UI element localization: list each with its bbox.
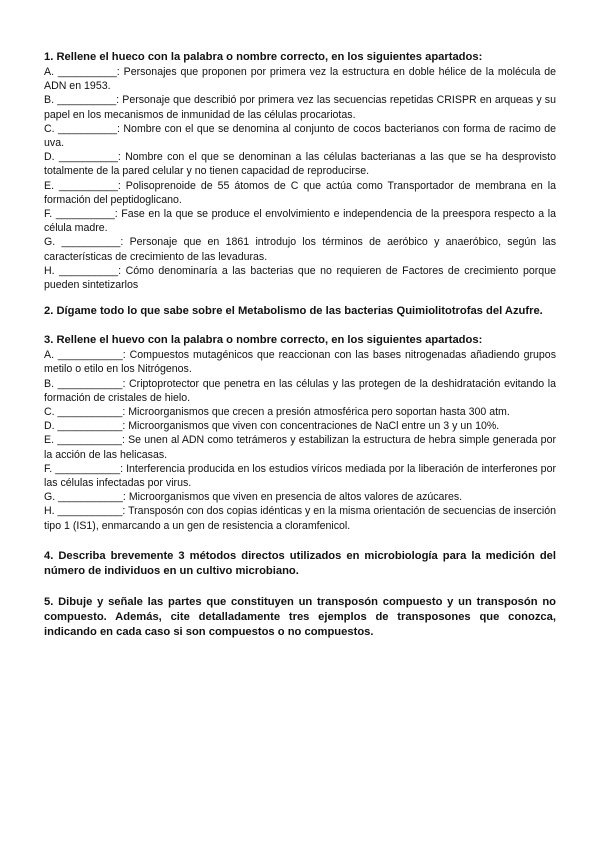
question-3-item-c: C. ___________: Microorganismos que crecen a presión atmosférica pero soportan hasta 300 atm. xyxy=(44,406,510,419)
question-1-item-f: F. __________: Fase en la que se produce el envolvimiento e independencia de la preespora respecto a la célula madre. xyxy=(44,208,556,235)
question-4-title: 4. Describa brevemente 3 métodos directos utilizados en microbiología para la medición del número de individuos en un cultivo microbiano. xyxy=(44,549,556,577)
question-1-item-e: E. __________: Polisoprenoide de 55 átomos de C que actúa como Transportador de membrana en la formación del peptidoglicano. xyxy=(44,179,556,206)
spacer xyxy=(44,533,556,549)
question-5-title: 5. Dibuje y señale las partes que constituyen un transposón compuesto y un transposón no compuesto. Además, cite detalladamente tres ejemplos de transposones que conozca, indicando en cada caso si son compuestos o no compuestos. xyxy=(44,595,556,638)
question-3-item-a: A. ___________: Compuestos mutagénicos que reaccionan con las bases nitrogenadas añadiendo grupos metilo o etilo en los Nitrógenos. xyxy=(44,349,556,376)
question-1-item-b: B. __________: Personaje que describió por primera vez las secuencias repetidas CRISPR en arqueas y su papel en los mecanismos de inmunidad de las células procariotas. xyxy=(44,94,556,121)
question-3-item-e: E. ___________: Se unen al ADN como tetrámeros y estabilizan la estructura de hebra simple generada por la acción de las helicasas. xyxy=(44,434,556,461)
question-1-items xyxy=(44,65,556,292)
question-3-item-b: B. ___________: Criptoprotector que penetra en las células y las protegen de la deshidratación evitando la formación de cristales de hielo. xyxy=(44,377,556,404)
question-3-item-d: D. ___________: Microorganismos que viven con concentraciones de NaCl entre un 3 y un 10%. xyxy=(44,420,500,433)
question-1-item-h: H. __________: Cómo denominaría a las bacterias que no requieren de Factores de crecimiento porque pueden sintetizarlos xyxy=(44,264,556,292)
spacer xyxy=(44,292,556,304)
question-1-item-a: A. __________: Personajes que proponen por primera vez la estructura en doble hélice de la molécula de ADN en 1953. xyxy=(44,66,556,93)
question-3-title: 3. Rellene el huevo con la palabra o nombre correcto, en los siguientes apartados: xyxy=(44,334,483,347)
spacer xyxy=(44,319,556,333)
question-2-title: 2. Dígame todo lo que sabe sobre el Metabolismo de las bacterias Quimiolitotrofas del Azufre. xyxy=(44,305,543,318)
question-1-title: 1. Rellene el hueco con la palabra o nombre correcto, en los siguientes apartados: xyxy=(44,51,483,63)
question-1-item-g: G. __________: Personaje que en 1861 introdujo los términos de aeróbico y anaeróbico, según las características de crecimiento de las levaduras. xyxy=(44,236,556,263)
question-1-item-c: C. __________: Nombre con el que se denomina al conjunto de cocos bacterianos con forma de racimo de uva. xyxy=(44,122,556,150)
question-3-items xyxy=(44,348,556,533)
spacer xyxy=(44,579,556,595)
question-3-item-f: F. ___________: Interferencia producida en los estudios víricos mediada por la liberación de interferones por las células infectadas por virus. xyxy=(44,462,556,490)
question-3-item-h: H. ___________: Transposón con dos copias idénticas y en la misma orientación de secuencias de inserción tipo 1 (IS1), enmarcando a un gen de resistencia a cloramfenicol. xyxy=(44,505,556,532)
question-3-item-g: G. ___________: Microorganismos que viven en presencia de altos valores de azúcares. xyxy=(44,491,463,504)
question-1-item-d: D. __________: Nombre con el que se denominan a las células bacterianas a las que se ha desprovisto totalmente de la pared celular y no tienen capacidad de reproducirse. xyxy=(44,151,556,178)
